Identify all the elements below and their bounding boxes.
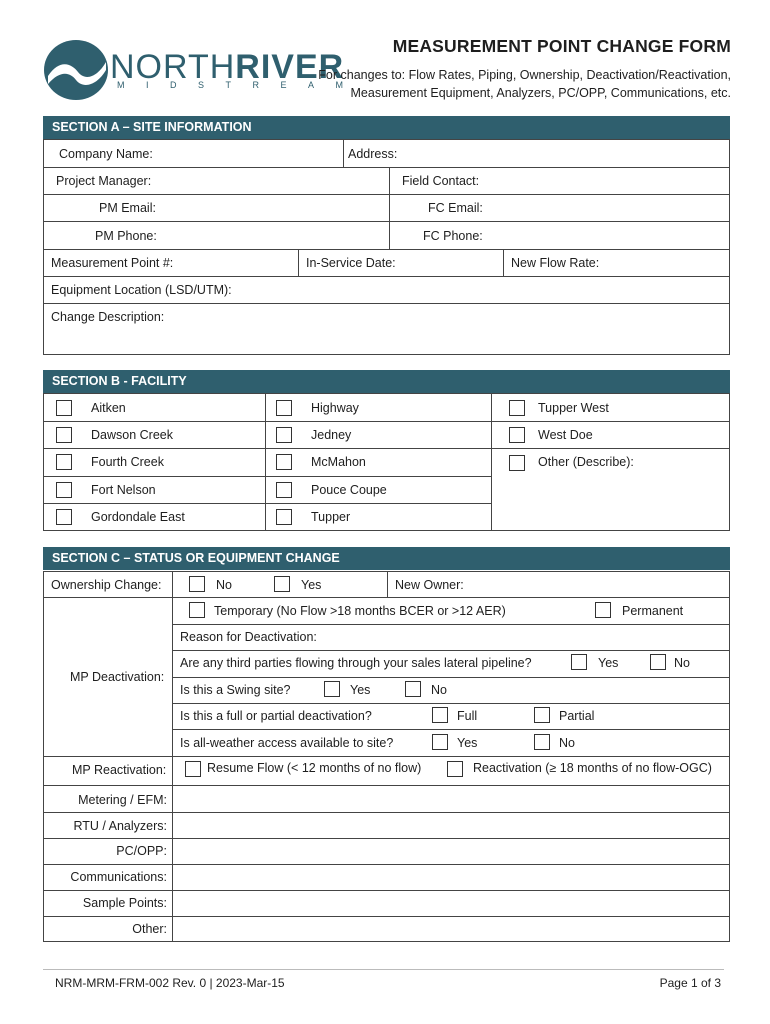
project-manager-label: Project Manager: xyxy=(56,174,152,188)
section-a-header: SECTION A – SITE INFORMATION xyxy=(43,116,730,139)
swing-site-no-checkbox[interactable] xyxy=(405,681,421,697)
company-name-label: Company Name: xyxy=(59,147,153,161)
resume-flow-checkbox[interactable] xyxy=(185,761,201,777)
facility-checkbox-west-doe[interactable] xyxy=(509,427,525,443)
section-b-header: SECTION B - FACILITY xyxy=(43,370,730,393)
facility-checkbox-mcmahon[interactable] xyxy=(276,454,292,470)
mp-reactivation-label: MP Reactivation: xyxy=(72,763,167,777)
pm-phone-label: PM Phone: xyxy=(95,229,157,243)
facility-label: Fort Nelson xyxy=(91,483,156,497)
facility-label: Jedney xyxy=(311,428,352,442)
facility-label: Pouce Coupe xyxy=(311,483,387,497)
all-weather-question: Is all-weather access available to site? xyxy=(180,736,394,750)
facility-label: Gordondale East xyxy=(91,510,185,524)
facility-checkbox-aitken[interactable] xyxy=(56,400,72,416)
facility-checkbox-other[interactable] xyxy=(509,455,525,471)
facility-checkbox-dawson-creek[interactable] xyxy=(56,427,72,443)
address-label: Address: xyxy=(348,147,398,161)
other-label: Other: xyxy=(132,922,167,936)
reactivation-checkbox[interactable] xyxy=(447,761,463,777)
ownership-yes-checkbox[interactable] xyxy=(274,576,290,592)
fc-email-label: FC Email: xyxy=(428,201,483,215)
swing-site-no-label: No xyxy=(431,683,447,697)
measurement-point-label: Measurement Point #: xyxy=(51,256,174,270)
resume-flow-label: Resume Flow (< 12 months of no flow) xyxy=(207,761,422,775)
ownership-no-checkbox[interactable] xyxy=(189,576,205,592)
swing-site-yes-checkbox[interactable] xyxy=(324,681,340,697)
footer-divider xyxy=(43,969,724,970)
all-weather-no-label: No xyxy=(559,736,575,750)
partial-label: Partial xyxy=(559,709,595,723)
all-weather-yes-checkbox[interactable] xyxy=(432,734,448,750)
swing-site-question: Is this a Swing site? xyxy=(180,683,291,697)
third-parties-no-checkbox[interactable] xyxy=(650,654,666,670)
facility-checkbox-pouce-coupe[interactable] xyxy=(276,482,292,498)
facility-label: Aitken xyxy=(91,401,126,415)
third-parties-yes-label: Yes xyxy=(598,656,619,670)
metering-label: Metering / EFM: xyxy=(78,793,167,807)
permanent-label: Permanent xyxy=(622,604,684,618)
brand-wordmark: NORTHRIVER xyxy=(110,48,345,86)
third-parties-question: Are any third parties flowing through your sales lateral pipeline? xyxy=(180,656,532,670)
facility-label: Dawson Creek xyxy=(91,428,173,442)
section-c-header: SECTION C – STATUS OR EQUIPMENT CHANGE xyxy=(43,547,730,570)
full-label: Full xyxy=(457,709,478,723)
equipment-location-label: Equipment Location (LSD/UTM): xyxy=(51,283,232,297)
reactivation-label: Reactivation (≥ 18 months of no flow-OGC) xyxy=(473,761,712,775)
facility-label: West Doe xyxy=(538,428,593,442)
sample-points-label: Sample Points: xyxy=(82,896,167,910)
facility-label: Highway xyxy=(311,401,359,415)
all-weather-yes-label: Yes xyxy=(457,736,478,750)
third-parties-yes-checkbox[interactable] xyxy=(571,654,587,670)
facility-label: Tupper West xyxy=(538,401,609,415)
footer-doc-id: NRM-MRM-FRM-002 Rev. 0 | 2023-Mar-15 xyxy=(55,976,285,990)
facility-label: Fourth Creek xyxy=(91,455,164,469)
reason-deactivation-label: Reason for Deactivation: xyxy=(180,630,317,644)
pcopp-label: PC/OPP: xyxy=(116,844,167,858)
partial-checkbox[interactable] xyxy=(534,707,550,723)
ownership-no-label: No xyxy=(216,578,232,592)
form-title: MEASUREMENT POINT CHANGE FORM xyxy=(392,36,731,56)
brand-subtitle: MIDSTREAM xyxy=(117,80,365,90)
facility-checkbox-tupper-west[interactable] xyxy=(509,400,525,416)
full-checkbox[interactable] xyxy=(432,707,448,723)
facility-checkbox-highway[interactable] xyxy=(276,400,292,416)
facility-checkbox-fort-nelson[interactable] xyxy=(56,482,72,498)
temporary-label: Temporary (No Flow >18 months BCER or >12 AER) xyxy=(214,604,506,618)
swing-site-yes-label: Yes xyxy=(350,683,371,697)
footer-page-number: Page 1 of 3 xyxy=(659,976,721,990)
temporary-checkbox[interactable] xyxy=(189,602,205,618)
permanent-checkbox[interactable] xyxy=(595,602,611,618)
facility-checkbox-jedney[interactable] xyxy=(276,427,292,443)
full-partial-question: Is this a full or partial deactivation? xyxy=(180,709,372,723)
facility-checkbox-fourth-creek[interactable] xyxy=(56,454,72,470)
facility-label: Other (Describe): xyxy=(538,455,634,469)
fc-phone-label: FC Phone: xyxy=(423,229,483,243)
ownership-yes-label: Yes xyxy=(301,578,322,592)
all-weather-no-checkbox[interactable] xyxy=(534,734,550,750)
in-service-date-label: In-Service Date: xyxy=(306,256,396,270)
new-owner-label: New Owner: xyxy=(395,578,464,592)
rtu-label: RTU / Analyzers: xyxy=(73,819,167,833)
facility-label: Tupper xyxy=(311,510,351,524)
pm-email-label: PM Email: xyxy=(99,201,156,215)
communications-label: Communications: xyxy=(70,870,167,884)
facility-checkbox-gordondale-east[interactable] xyxy=(56,509,72,525)
facility-checkbox-tupper[interactable] xyxy=(276,509,292,525)
new-flow-rate-label: New Flow Rate: xyxy=(511,256,600,270)
facility-label: McMahon xyxy=(311,455,366,469)
third-parties-no-label: No xyxy=(674,656,690,670)
ownership-change-label: Ownership Change: xyxy=(51,578,162,592)
mp-deactivation-label: MP Deactivation: xyxy=(70,670,165,684)
change-description-label: Change Description: xyxy=(51,310,165,324)
field-contact-label: Field Contact: xyxy=(402,174,480,188)
form-subtitle: For changes to: Flow Rates, Piping, Ownership, Deactivation/Reactivation, Measurement Equipment, Analyzers, PC/OPP, Communications, etc. xyxy=(318,68,731,100)
